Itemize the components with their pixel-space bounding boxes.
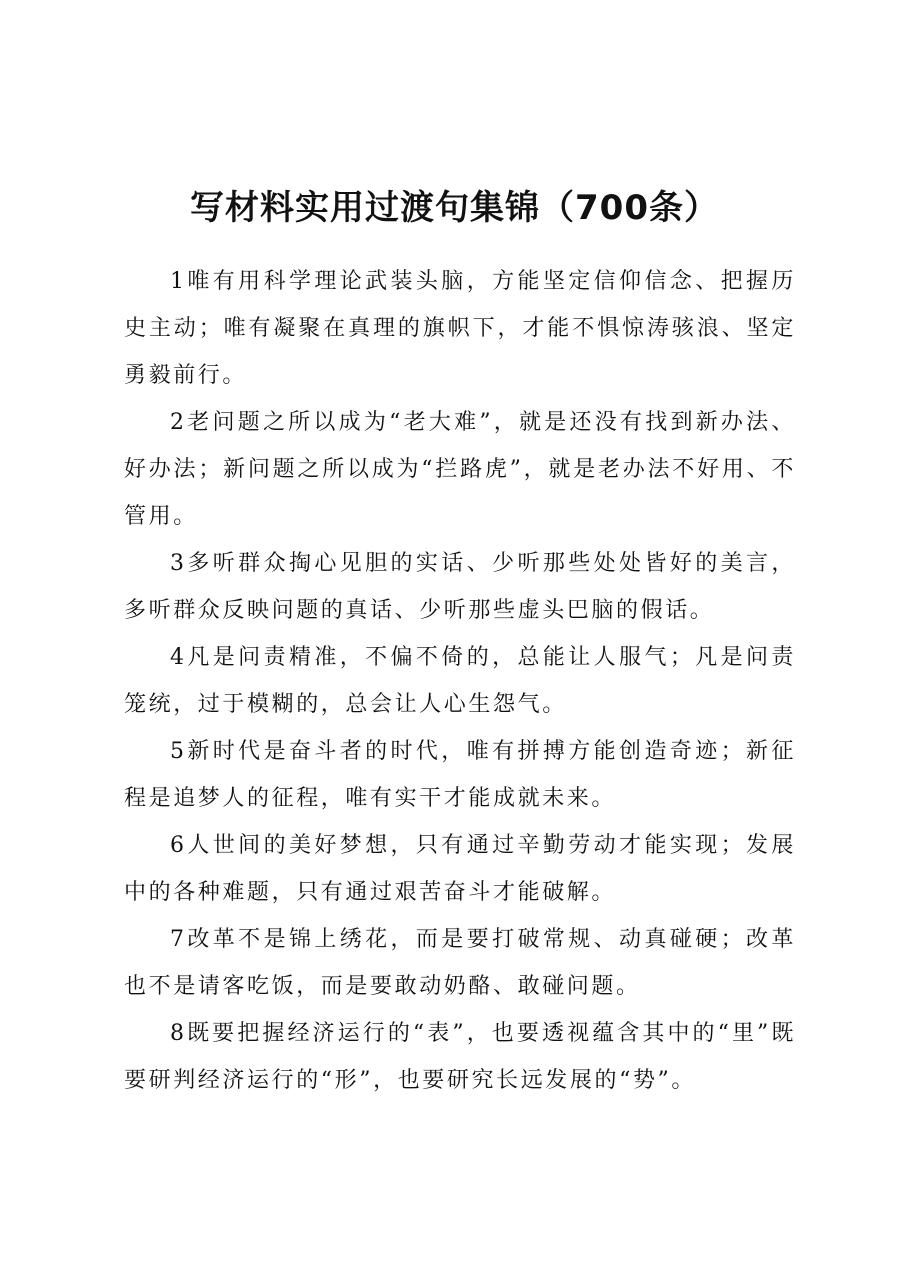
document-body — [124, 258, 796, 1104]
paragraph-8: 8既要把握经济运行的“表”，也要透视蕴含其中的“里”既要研判经济运行的“形”，也要研究长远发展的“势”。 — [124, 1021, 796, 1093]
paragraph-1: 1唯有用科学理论武装头脑，方能坚定信仰信念、把握历史主动；唯有凝聚在真理的旗帜下，才能不惧惊涛骇浪、坚定勇毅前行。 — [124, 269, 796, 388]
paragraph-6: 6人世间的美好梦想，只有通过辛勤劳动才能实现；发展中的各种难题，只有通过艰苦奋斗才能破解。 — [124, 833, 796, 905]
paragraph-7: 7改革不是锦上绣花，而是要打破常规、动真碰硬；改革也不是请客吃饭，而是要敢动奶酪、敢碰问题。 — [124, 927, 796, 999]
document-title: 写材料实用过渡句集锦（700条） — [190, 188, 719, 228]
paragraph-4: 4凡是问责精准，不偏不倚的，总能让人服气；凡是问责笼统，过于模糊的，总会让人心生怨气。 — [124, 645, 796, 717]
paragraph-3: 3多听群众掏心见胆的实话、少听那些处处皆好的美言，多听群众反映问题的真话、少听那些虚头巴脑的假话。 — [124, 551, 796, 623]
paragraph-5: 5新时代是奋斗者的时代，唯有拼搏方能创造奇迹；新征程是追梦人的征程，唯有实干才能成就未来。 — [124, 739, 796, 811]
paragraph-2: 2老问题之所以成为“老大难”，就是还没有找到新办法、好办法；新问题之所以成为“拦路虎”，就是老办法不好用、不管用。 — [124, 410, 796, 529]
